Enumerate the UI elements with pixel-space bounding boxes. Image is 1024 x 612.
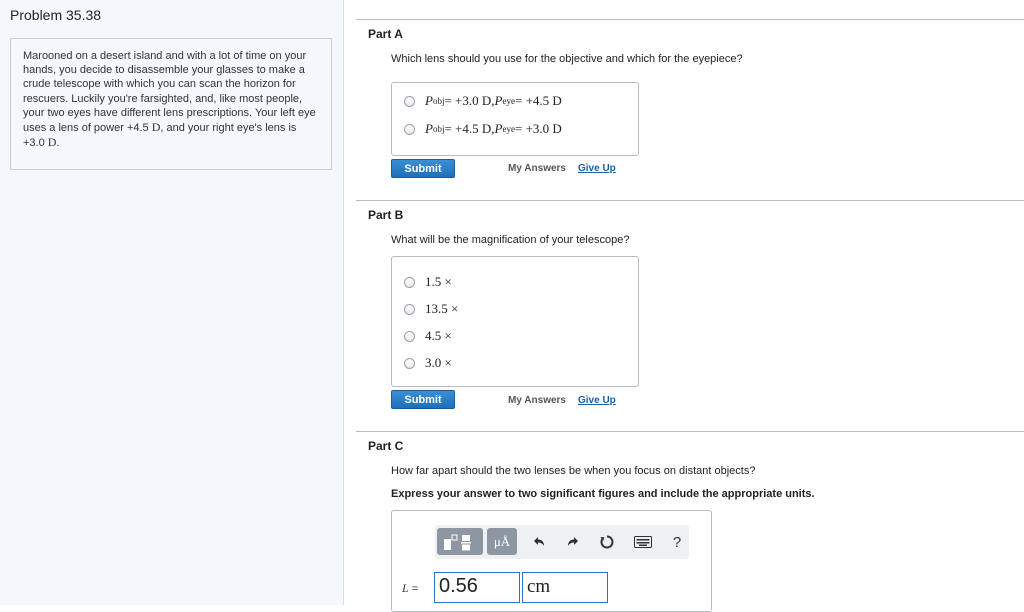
part-b-submit-button[interactable]: Submit [391, 390, 455, 409]
part-a-choice-1[interactable]: P obj = +3.0 D, P eye = +4.5 D [404, 93, 562, 109]
part-a-divider [356, 19, 1024, 20]
part-b-divider [356, 200, 1024, 201]
problem-text-3: . [56, 137, 60, 150]
radio-button[interactable] [404, 331, 415, 342]
radio-button[interactable] [404, 358, 415, 369]
radio-button[interactable] [404, 124, 415, 135]
problem-text-2: , and your right eye's lens is +3.0 [23, 122, 297, 150]
problem-title: Problem 35.38 [10, 7, 102, 23]
problem-text-1: Marooned on a desert island and with a lot of time on your hands, you decide to disassemble your glasses to make a crude telescope with which you can scan the horizon for rescuers. Luckily you're farsighted, and, like most people, your two eyes have different lens prescriptions. Your left eye uses a lens of power +4.5 [23, 50, 316, 135]
radio-button[interactable] [404, 277, 415, 288]
part-b-choice-4[interactable]: 3.0 × [404, 355, 452, 371]
templates-button[interactable] [437, 528, 483, 555]
part-a-submit-button[interactable]: Submit [391, 159, 455, 178]
part-a-my-answers-link[interactable]: My Answers [508, 163, 566, 174]
part-a-question: Which lens should you use for the objective and which for the eyepiece? [391, 53, 743, 65]
part-b-my-answers-link[interactable]: My Answers [508, 395, 566, 406]
answer-value-input[interactable]: 0.56 [434, 572, 520, 603]
part-c-question: How far apart should the two lenses be when you focus on distant objects? [391, 465, 756, 477]
part-b-choice-1[interactable]: 1.5 × [404, 274, 452, 290]
part-b-choice-2[interactable]: 13.5 × [404, 301, 458, 317]
problem-panel [0, 0, 344, 605]
help-icon[interactable]: ? [672, 533, 682, 551]
radio-button[interactable] [404, 304, 415, 315]
variable-label: L = [402, 581, 419, 595]
templates-icon [442, 532, 478, 552]
answer-unit-input[interactable]: cm [522, 572, 608, 603]
part-b-title: Part B [368, 208, 404, 222]
part-c-instruction: Express your answer to two significant figures and include the appropriate units. [391, 488, 815, 500]
part-a-choice-2[interactable]: P obj = +4.5 D, P eye = +3.0 D [404, 121, 562, 137]
part-b-question: What will be the magnification of your telescope? [391, 234, 630, 246]
part-c-title: Part C [368, 439, 404, 453]
answer-box [391, 510, 712, 612]
part-a-give-up-link[interactable]: Give Up [578, 163, 616, 174]
unit-d-2: D [47, 135, 57, 150]
math-toolbar [435, 525, 689, 559]
part-a-choices [391, 82, 639, 156]
part-b-give-up-link[interactable]: Give Up [578, 395, 616, 406]
radio-button[interactable] [404, 96, 415, 107]
unit-d-1: D [151, 120, 161, 135]
part-b-choice-3[interactable]: 4.5 × [404, 328, 452, 344]
problem-statement [10, 38, 332, 170]
part-a-title: Part A [368, 27, 403, 41]
part-b-choices [391, 256, 639, 387]
reset-icon[interactable] [597, 532, 617, 552]
redo-icon[interactable] [563, 532, 583, 552]
undo-icon[interactable] [529, 532, 549, 552]
part-c-divider [356, 431, 1024, 432]
units-button[interactable]: μÅ [487, 528, 517, 555]
keyboard-icon[interactable] [633, 532, 653, 552]
